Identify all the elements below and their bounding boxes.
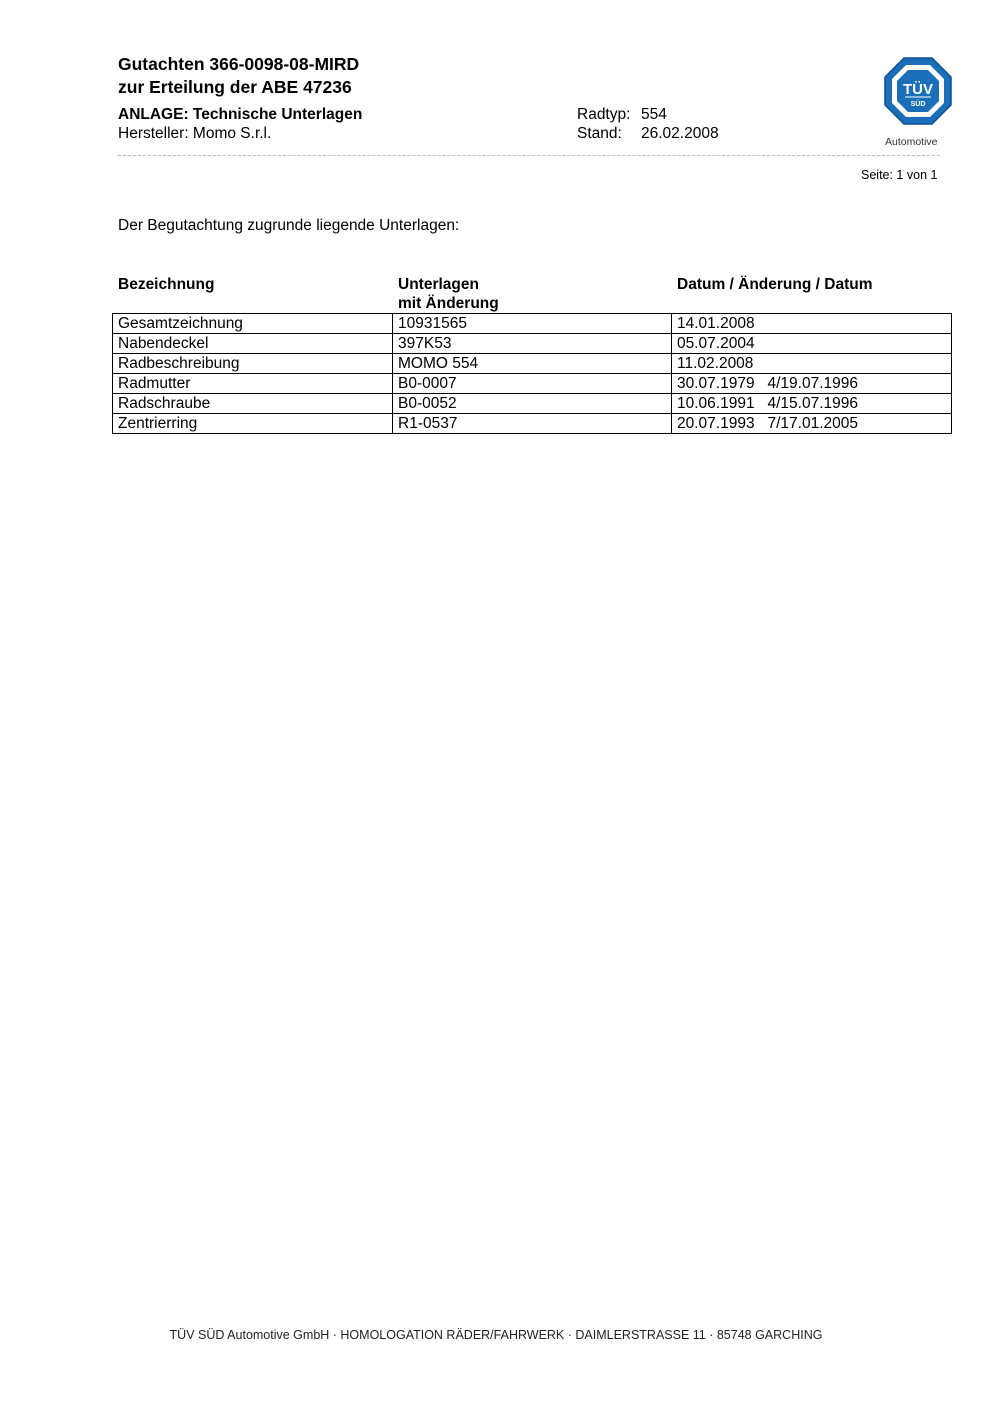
logo-caption: Automotive: [885, 136, 938, 148]
cell-bezeichnung: Nabendeckel: [113, 334, 393, 354]
logo-tuev-text: TÜV: [903, 81, 933, 98]
cell-datum: 10.06.1991 4/15.07.1996: [672, 394, 952, 414]
cell-bezeichnung: Radbeschreibung: [113, 354, 393, 374]
logo-sued-text: SÜD: [910, 101, 926, 108]
document-title: Gutachten 366-0098-08-MIRD: [118, 54, 360, 74]
cell-datum: 05.07.2004: [672, 334, 952, 354]
hersteller-label: Hersteller: Momo S.r.l.: [118, 125, 272, 142]
cell-bezeichnung: Radmutter: [113, 374, 393, 394]
page-footer: TÜV SÜD Automotive GmbH · HOMOLOGATION RÄDER/FAHRWERK · DAIMLERSTRASSE 11 · 85748 GARCHING: [169, 1328, 823, 1342]
cell-unterlagen: R1-0537: [393, 414, 672, 434]
table-row: [113, 394, 952, 414]
header-divider: [118, 155, 940, 156]
anlage-label: ANLAGE: Technische Unterlagen: [118, 106, 363, 123]
cell-bezeichnung: Zentrierring: [113, 414, 393, 434]
document-subtitle: zur Erteilung der ABE 47236: [118, 77, 352, 97]
stand-label: Stand:: [577, 125, 622, 142]
cell-unterlagen: B0-0007: [393, 374, 672, 394]
column-header-bezeichnung: Bezeichnung: [118, 276, 215, 293]
cell-bezeichnung: Radschraube: [113, 394, 393, 414]
radtyp-label: Radtyp:: [577, 106, 631, 123]
cell-datum: 14.01.2008: [672, 314, 952, 334]
documents-table: [112, 313, 952, 434]
table-row: [113, 374, 952, 394]
column-header-mit-aenderung: mit Änderung: [398, 295, 499, 312]
cell-bezeichnung: Gesamtzeichnung: [113, 314, 393, 334]
cell-unterlagen: B0-0052: [393, 394, 672, 414]
cell-datum: 11.02.2008: [672, 354, 952, 374]
stand-value: 26.02.2008: [641, 125, 719, 142]
cell-unterlagen: 397K53: [393, 334, 672, 354]
table-row: [113, 314, 952, 334]
column-header-unterlagen: Unterlagen: [398, 276, 479, 293]
table-row: [113, 414, 952, 434]
intro-text: Der Begutachtung zugrunde liegende Unterlagen:: [118, 217, 460, 234]
table-row: [113, 334, 952, 354]
column-header-datum: Datum / Änderung / Datum: [677, 276, 873, 293]
table-row: [113, 354, 952, 374]
cell-unterlagen: 10931565: [393, 314, 672, 334]
radtyp-value: 554: [641, 106, 667, 123]
cell-datum: 30.07.1979 4/19.07.1996: [672, 374, 952, 394]
cell-unterlagen: MOMO 554: [393, 354, 672, 374]
cell-datum: 20.07.1993 7/17.01.2005: [672, 414, 952, 434]
page-indicator: Seite: 1 von 1: [861, 168, 938, 182]
